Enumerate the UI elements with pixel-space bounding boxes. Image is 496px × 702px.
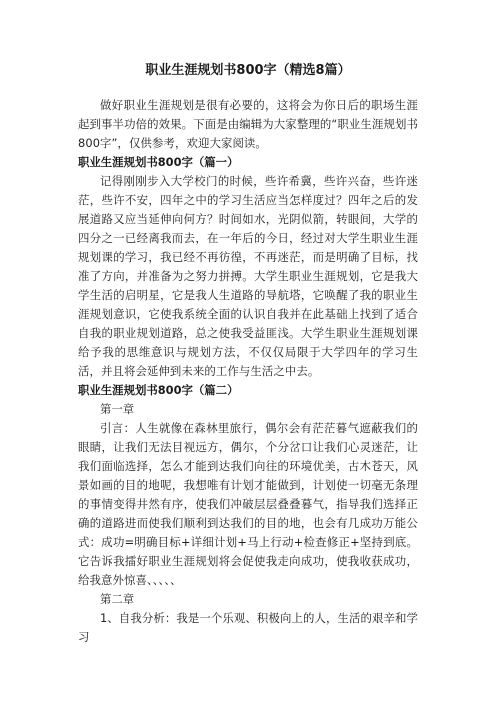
chapter-1-heading: 第一章 (100, 402, 135, 416)
intro-paragraph: 做好职业生涯规划是很有必要的，这将会为你日后的职场生涯起到事半功倍的效果。下面是由编辑为大家整理的“职业生涯规划书800字”，仅供参考，欢迎大家阅读。 (78, 98, 418, 150)
self-analysis-item: 1、自我分析：我是一个乐观、积极向上的人，生活的艰辛和学习 (78, 611, 418, 644)
document-title: 职业生涯规划书800字（精选8篇） (145, 63, 351, 78)
section-heading-1: 职业生涯规划书800字（篇一） (78, 155, 239, 169)
section-2-paragraph: 引言：人生就像在森林里旅行，偶尔会有茫茫暮气遮蔽我们的眼睛，让我们无法目视远方，偶尔，个分岔口让我们心灵迷茫，让我们面临选择，怎么才能到达我们向往的环境优美，古木苍天，风景如画的目的地呢，我想唯有计划才能做到，计划使一切毫无条理的事情变得井然有序，使我们冲破层层叠叠暮气，指导我们选择正确的道路进而使我们顺利到达我们的目的地，也会有几成功万能公式：成功=明确目标+详细计划+马上行动+检查修正+坚持到底。它告诉我擂好职业生涯规划将会促使我走向成功，使我收获成功，给我意外惊喜、、、、、 (78, 421, 418, 587)
chapter-2-heading: 第二章 (100, 592, 135, 606)
section-heading-2: 职业生涯规划书800字（篇二） (78, 383, 239, 397)
section-1-paragraph: 记得刚刚步入大学校门的时候，些许希冀，些许兴奋，些许迷茫，些许不安，四年之中的学习生活应当怎样度过？四年之后的发展道路又应当延伸向何方？时间如水，光阴似箭，转眼间，大学的四分之一已经离我而去，在一年后的今日，经过对大学生职业生涯规划课的学习，我已经不再彷徨，不再迷茫，而是明确了目标，找准了方向，并准备为之努力拼搏。大学生职业生涯规划，它是我大学生活的启明星，它是我人生道路的导航塔，它唤醒了我的职业生涯规划意识，它使我系统全面的认识自我并在此基础上找到了适合自我的职业规划道路，总之使我受益匪浅。大学生职业生涯规划课给予我的思维意识与规划方法，不仅仅局限于大学四年的学习生活，并且将会延伸到未来的工作与生活之中去。 (78, 174, 418, 378)
